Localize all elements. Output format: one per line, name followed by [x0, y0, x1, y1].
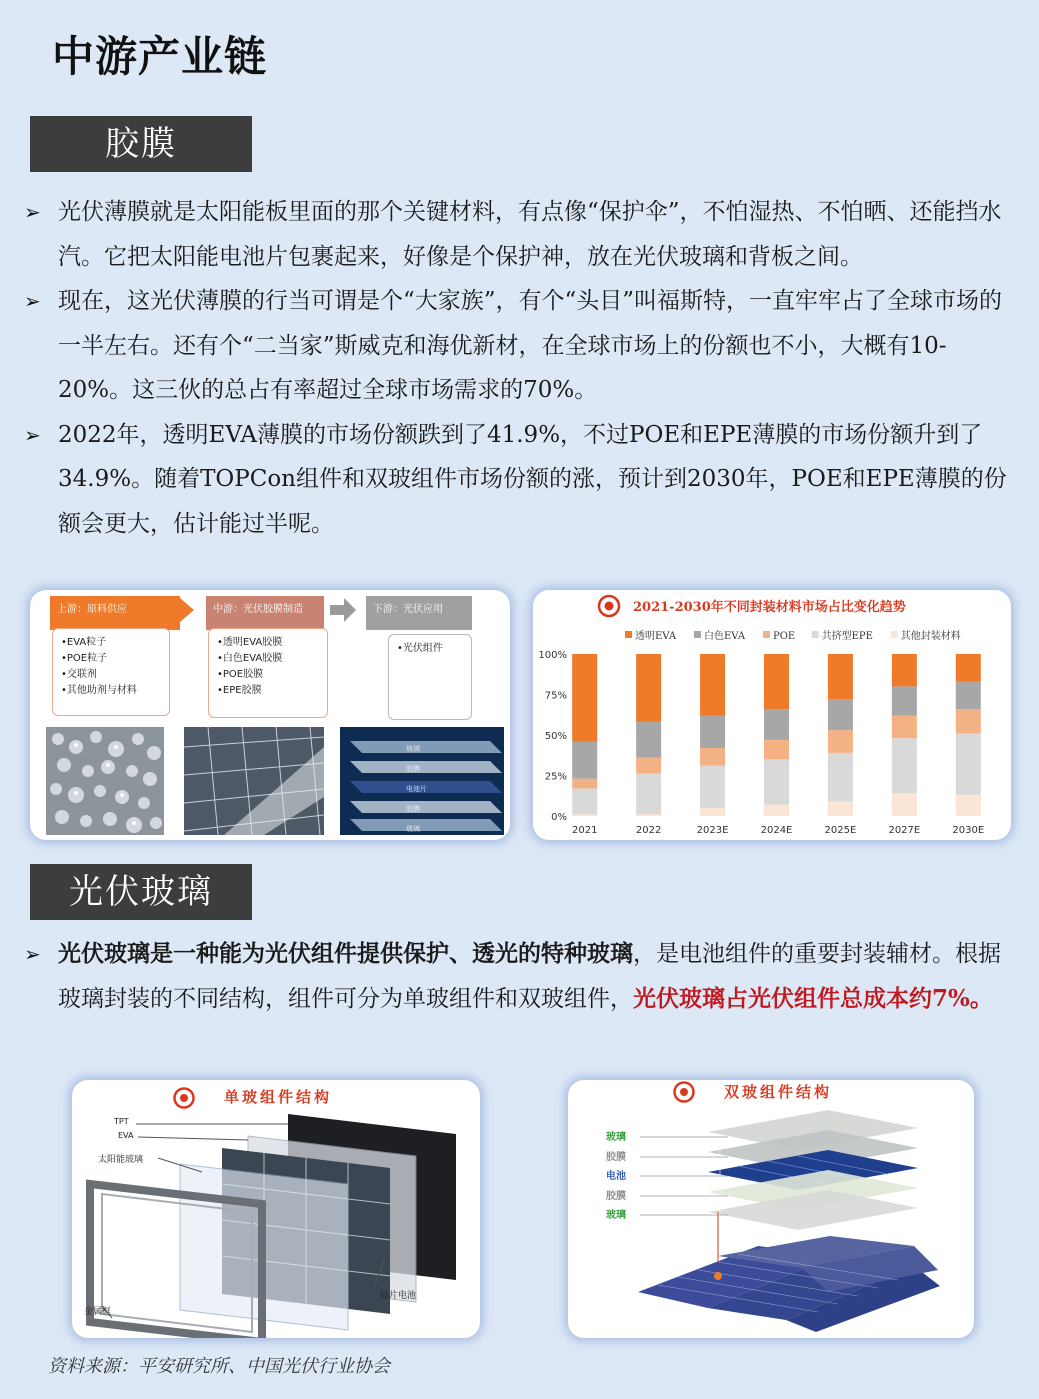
legend-label: 其他封装材料 — [900, 631, 961, 642]
bar-segment — [636, 758, 661, 774]
industry-chain-panel — [30, 590, 510, 840]
label-metal-frame: 金属框 — [84, 1307, 112, 1317]
bar-segment — [828, 801, 853, 816]
bar-segment — [572, 654, 597, 741]
solar-panel-photo-image — [184, 727, 324, 835]
section-heading-glass: 光伏玻璃 — [30, 864, 252, 920]
label-eva: EVA — [118, 1131, 134, 1140]
double-glass-title: 双玻组件结构 — [724, 1083, 833, 1101]
flow-arrow-icon — [330, 598, 358, 622]
x-tick-label: 2024E — [760, 825, 793, 836]
section-heading-film: 胶膜 — [30, 116, 252, 172]
legend-label: 透明EVA — [635, 631, 677, 642]
bar-segment — [700, 716, 725, 748]
double-glass-panel — [568, 1080, 974, 1338]
bullet-arrow-icon: ➢ — [24, 200, 41, 224]
bar-segment — [700, 766, 725, 808]
legend-swatch — [763, 631, 770, 638]
flow-upstream-title: 上游：原料供应 — [50, 596, 180, 630]
glass-bullet-1: ➢ 光伏玻璃是一种能为光伏组件提供保护、透光的特种玻璃，是电池组件的重要封装辅材。根据玻璃封装的不同结构，组件可分为单玻组件和双玻组件，光伏玻璃占光伏组件总成本约7%。 — [24, 932, 1014, 1021]
y-tick-label: 100% — [538, 650, 567, 661]
double-glass-leader-lines — [568, 1080, 974, 1338]
chart-y-axis — [538, 650, 567, 823]
chart-x-axis — [572, 825, 984, 836]
bar-segment — [956, 795, 981, 816]
bar-segment — [636, 722, 661, 758]
single-glass-panel — [72, 1080, 480, 1338]
bar-segment — [636, 654, 661, 722]
bar-segment — [956, 682, 981, 710]
chart-target-icon — [599, 596, 619, 616]
bar-segment — [572, 788, 597, 814]
bullet-arrow-icon: ➢ — [24, 942, 41, 966]
film-bullet-3: ➢ 2022年，透明EVA薄膜的市场份额跌到了41.9%，不过POE和EPE薄膜的市场份额升到了34.9%。随着TOPCon组件和双玻组件市场份额的涨，预计到2030年，POE和EPE薄膜的份额会更大，估计能过半呢。 — [24, 413, 1014, 547]
y-tick-label: 75% — [544, 690, 567, 702]
chart-legend — [625, 629, 961, 642]
x-tick-label: 2027E — [888, 825, 921, 836]
flow-midstream-title: 中游：光伏胶膜制造 — [206, 596, 324, 630]
y-tick-label: 0% — [551, 812, 567, 823]
legend-swatch — [812, 631, 819, 638]
x-tick-label: 2025E — [824, 825, 857, 836]
eva-pellets-image — [46, 727, 164, 835]
bar-segment — [764, 654, 789, 709]
bar-segment — [764, 759, 789, 804]
bar-segment — [956, 709, 981, 733]
x-tick-label: 2023E — [696, 825, 729, 836]
bar-segment — [892, 716, 917, 739]
bar-segment — [956, 654, 981, 682]
label-tpt: TPT — [114, 1117, 129, 1126]
bar-segment — [764, 740, 789, 759]
double-glass-layer-label: 玻璃 — [606, 1210, 626, 1221]
bar-segment — [892, 793, 917, 816]
legend-swatch — [694, 631, 701, 638]
bar-segment — [828, 753, 853, 802]
x-tick-label: 2021 — [571, 825, 598, 836]
flow-midstream-list: •透明EVA胶膜 •白色EVA胶膜 •POE胶膜 •EPE胶膜 — [208, 628, 328, 718]
film-bullet-list — [24, 190, 1014, 546]
source-note: 资料来源：平安研究所、中国光伏行业协会 — [48, 1356, 390, 1377]
flow-upstream-list: •EVA粒子 •POE粒子 •交联剂 •其他助剂与材料 — [52, 628, 170, 716]
bullet-arrow-icon: ➢ — [24, 422, 41, 447]
bar-segment — [700, 808, 725, 816]
bar-segment — [764, 805, 789, 816]
double-glass-layer-label: 电池 — [606, 1171, 626, 1182]
laminate-layer-labels: 玻璃 胶膜 电池片 胶膜 玻璃 — [406, 745, 427, 833]
flow-downstream-list: •光伏组件 — [388, 634, 472, 720]
x-tick-label: 2030E — [952, 825, 985, 836]
bar-segment — [572, 741, 597, 778]
bullet-arrow-icon: ➢ — [24, 289, 41, 313]
bar-segment — [828, 730, 853, 753]
double-glass-layer-label: 玻璃 — [606, 1132, 626, 1143]
single-glass-diagram — [72, 1080, 480, 1338]
bar-segment — [700, 748, 725, 766]
legend-label: POE — [773, 631, 796, 642]
bar-segment — [956, 733, 981, 795]
legend-label: 白色EVA — [704, 631, 746, 642]
glass-bullet-list — [24, 932, 1014, 1021]
x-tick-label: 2022 — [635, 825, 662, 836]
y-tick-label: 25% — [544, 771, 567, 783]
bar-segment — [572, 779, 597, 789]
double-glass-layer-label: 胶膜 — [606, 1190, 626, 1202]
bar-segment — [636, 814, 661, 816]
film-bullet-2: ➢ 现在，这光伏薄膜的行当可谓是个“大家族”，有个“头目”叫福斯特，一直牢牢占了全球市场的一半左右。还有个“二当家”斯威克和海优新材，在全球市场上的份额也不小，大概有10-20%。这三伙的总占有率超过全球市场需求的70%。 — [24, 279, 1014, 413]
bar-segment — [572, 814, 597, 816]
bar-segment — [892, 686, 917, 715]
flow-arrow-icon — [162, 598, 196, 622]
double-glass-layer-label: 胶膜 — [606, 1151, 626, 1163]
bar-segment — [764, 709, 789, 740]
bar-segment — [700, 654, 725, 716]
page-title: 中游产业链 — [52, 32, 268, 81]
legend-swatch — [891, 631, 898, 638]
bar-segment — [636, 774, 661, 814]
bar-segment — [892, 738, 917, 793]
encapsulant-share-chart — [533, 590, 1011, 840]
y-tick-label: 50% — [544, 731, 567, 742]
label-solar-glass: 太阳能玻璃 — [98, 1155, 144, 1165]
legend-label: 共挤型EPE — [821, 631, 873, 642]
bar-segment — [828, 699, 853, 730]
flow-downstream-title: 下游：光伏应用 — [366, 596, 472, 630]
label-silicon-cell: 硅片电池 — [380, 1291, 417, 1301]
bar-segment — [892, 654, 917, 686]
film-bullet-1: ➢ 光伏薄膜就是太阳能板里面的那个关键材料，有点像“保护伞”，不怕湿热、不怕晒、还能挡水汽。它把太阳能电池片包裹起来，好像是个保护神，放在光伏玻璃和背板之间。 — [24, 190, 1014, 279]
chart-panel — [533, 590, 1011, 840]
single-glass-title: 单玻组件结构 — [224, 1088, 333, 1106]
chart-bars — [572, 654, 981, 816]
legend-swatch — [625, 631, 632, 638]
chart-title: 2021-2030年不同封装材料市场占比变化趋势 — [633, 600, 906, 615]
bar-segment — [828, 654, 853, 699]
